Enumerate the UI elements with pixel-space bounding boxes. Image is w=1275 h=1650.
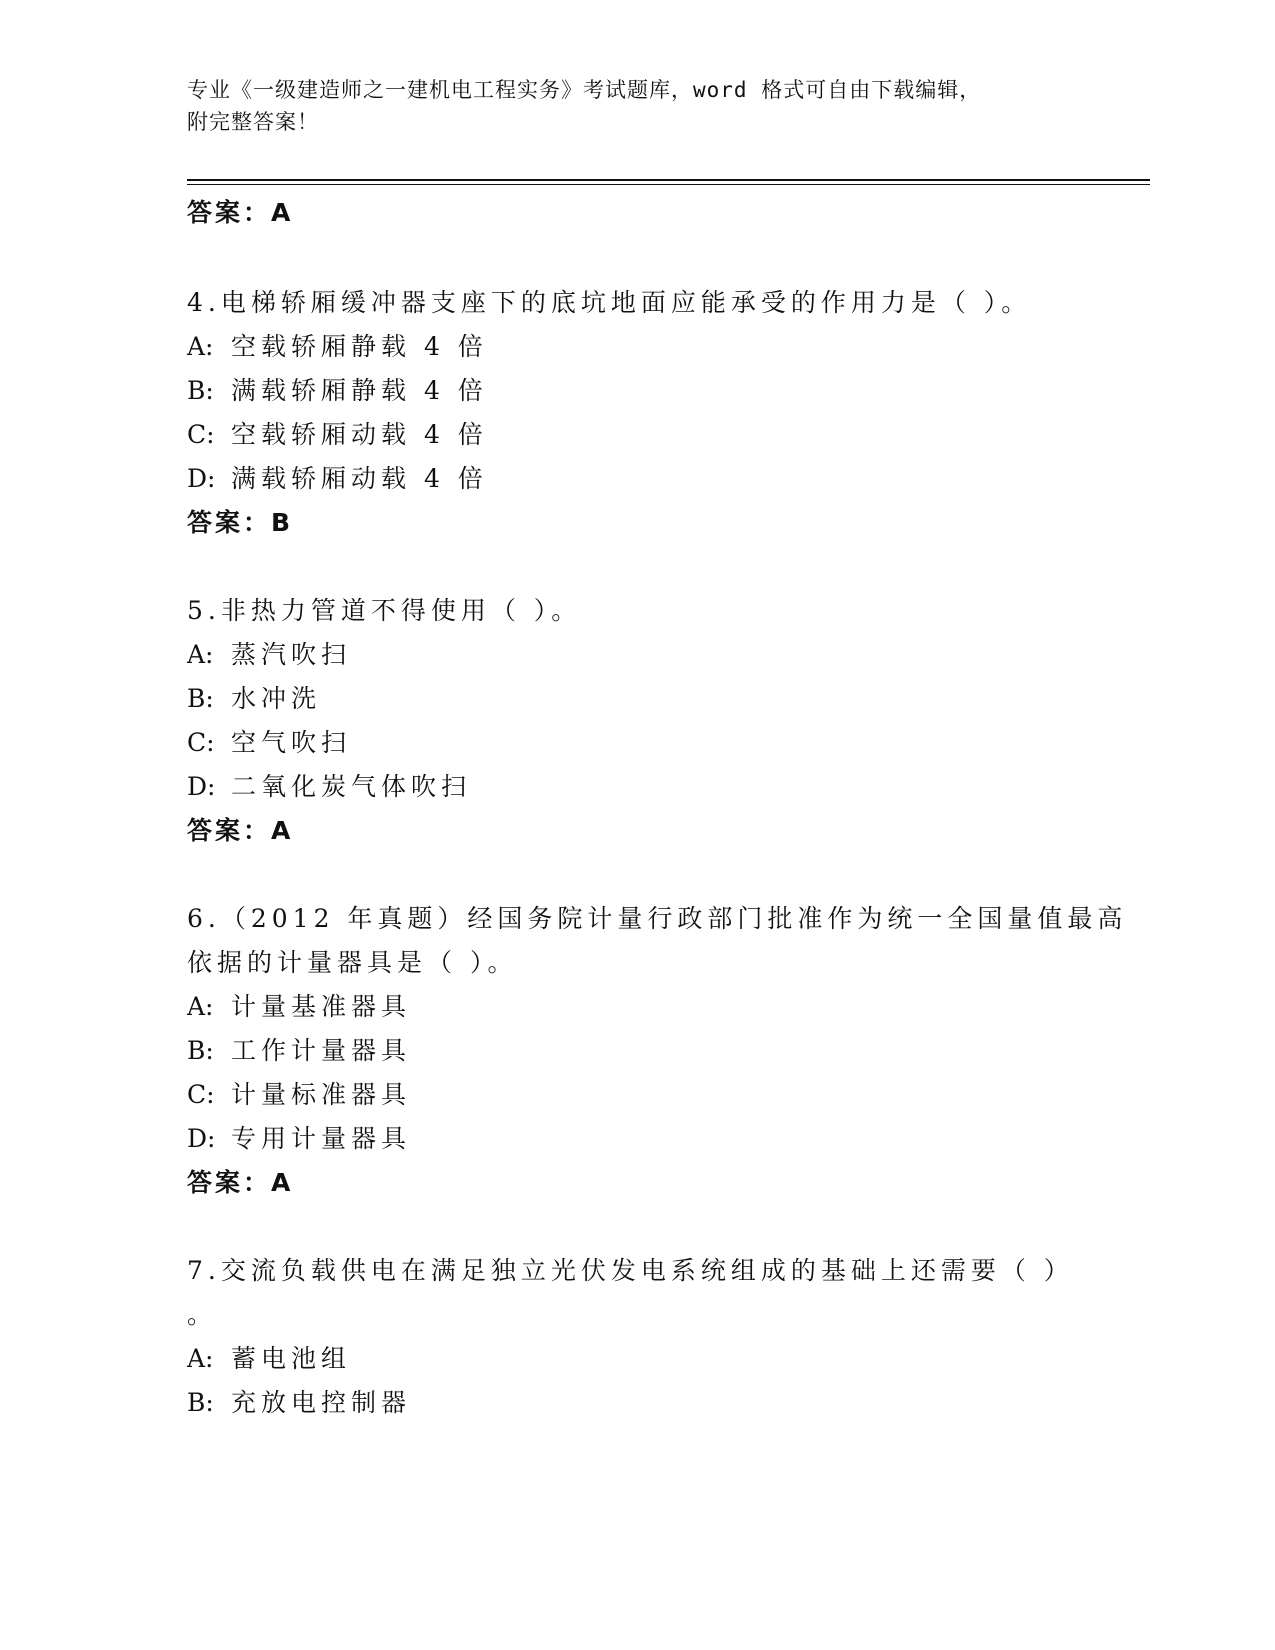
option-letter: C:	[187, 420, 215, 449]
question-6-stem-line-2: 依据的计量器具是（ ）。	[187, 948, 518, 977]
option-letter: A:	[187, 640, 214, 669]
question-5-option-c	[187, 723, 351, 759]
question-7-stem-line-2: 。	[187, 1300, 218, 1329]
question-7-option-b	[187, 1383, 411, 1419]
question-6-option-a	[187, 987, 411, 1023]
option-text: 满载轿厢动载 4 倍	[231, 464, 488, 493]
option-letter: D:	[187, 772, 216, 801]
option-text: 蒸汽吹扫	[231, 640, 352, 669]
question-7-option-a	[187, 1339, 351, 1375]
question-6-answer: 答案：A	[187, 1168, 294, 1197]
question-6-stem-line-1: 6.（2012 年真题）经国务院计量行政部门批准作为统一全国量值最高	[187, 904, 1128, 933]
option-letter: C:	[187, 1080, 215, 1109]
question-4-stem: 4.电梯轿厢缓冲器支座下的底坑地面应能承受的作用力是（ ）。	[187, 288, 1032, 317]
option-letter: A:	[187, 992, 214, 1021]
option-text: 工作计量器具	[231, 1036, 412, 1065]
question-5-option-d	[187, 767, 471, 803]
option-text: 充放电控制器	[231, 1388, 412, 1417]
question-4-option-d	[187, 459, 488, 495]
question-4-option-c	[187, 415, 488, 451]
header-divider-thin	[187, 184, 1150, 185]
option-text: 计量基准器具	[231, 992, 412, 1021]
header-line-1: 专业《一级建造师之一建机电工程实务》考试题库，word 格式可自由下载编辑，	[187, 78, 982, 102]
option-text: 二氧化炭气体吹扫	[231, 772, 472, 801]
option-letter: A:	[187, 332, 214, 361]
header-line-2: 附完整答案！	[187, 110, 319, 134]
option-text: 计量标准器具	[231, 1080, 412, 1109]
question-6-option-c	[187, 1075, 411, 1111]
option-text: 水冲洗	[231, 684, 322, 713]
question-4-option-b	[187, 371, 488, 407]
header-divider	[187, 179, 1150, 181]
question-5-answer: 答案：A	[187, 816, 294, 845]
option-text: 空气吹扫	[231, 728, 352, 757]
option-letter: A:	[187, 1344, 214, 1373]
question-5-option-b	[187, 679, 321, 715]
question-5-option-a	[187, 635, 351, 671]
option-letter: B:	[187, 1388, 214, 1417]
option-text: 空载轿厢动载 4 倍	[231, 420, 488, 449]
question-6-option-b	[187, 1031, 411, 1067]
option-letter: D:	[187, 1124, 216, 1153]
question-6-option-d	[187, 1119, 411, 1155]
option-text: 蓄电池组	[231, 1344, 352, 1373]
option-letter: B:	[187, 1036, 214, 1065]
question-4-option-a	[187, 327, 488, 363]
option-text: 满载轿厢静载 4 倍	[231, 376, 488, 405]
question-7-stem-line-1: 7.交流负载供电在满足独立光伏发电系统组成的基础上还需要（ ）	[187, 1256, 1074, 1285]
question-5-stem: 5.非热力管道不得使用（ ）。	[187, 596, 582, 625]
option-letter: D:	[187, 464, 216, 493]
document-header	[187, 74, 1087, 138]
option-letter: C:	[187, 728, 215, 757]
option-text: 专用计量器具	[231, 1124, 412, 1153]
question-4-answer: 答案：B	[187, 508, 294, 537]
option-letter: B:	[187, 376, 214, 405]
option-text: 空载轿厢静载 4 倍	[231, 332, 488, 361]
answer-line: 答案：A	[187, 198, 294, 227]
option-letter: B:	[187, 684, 214, 713]
